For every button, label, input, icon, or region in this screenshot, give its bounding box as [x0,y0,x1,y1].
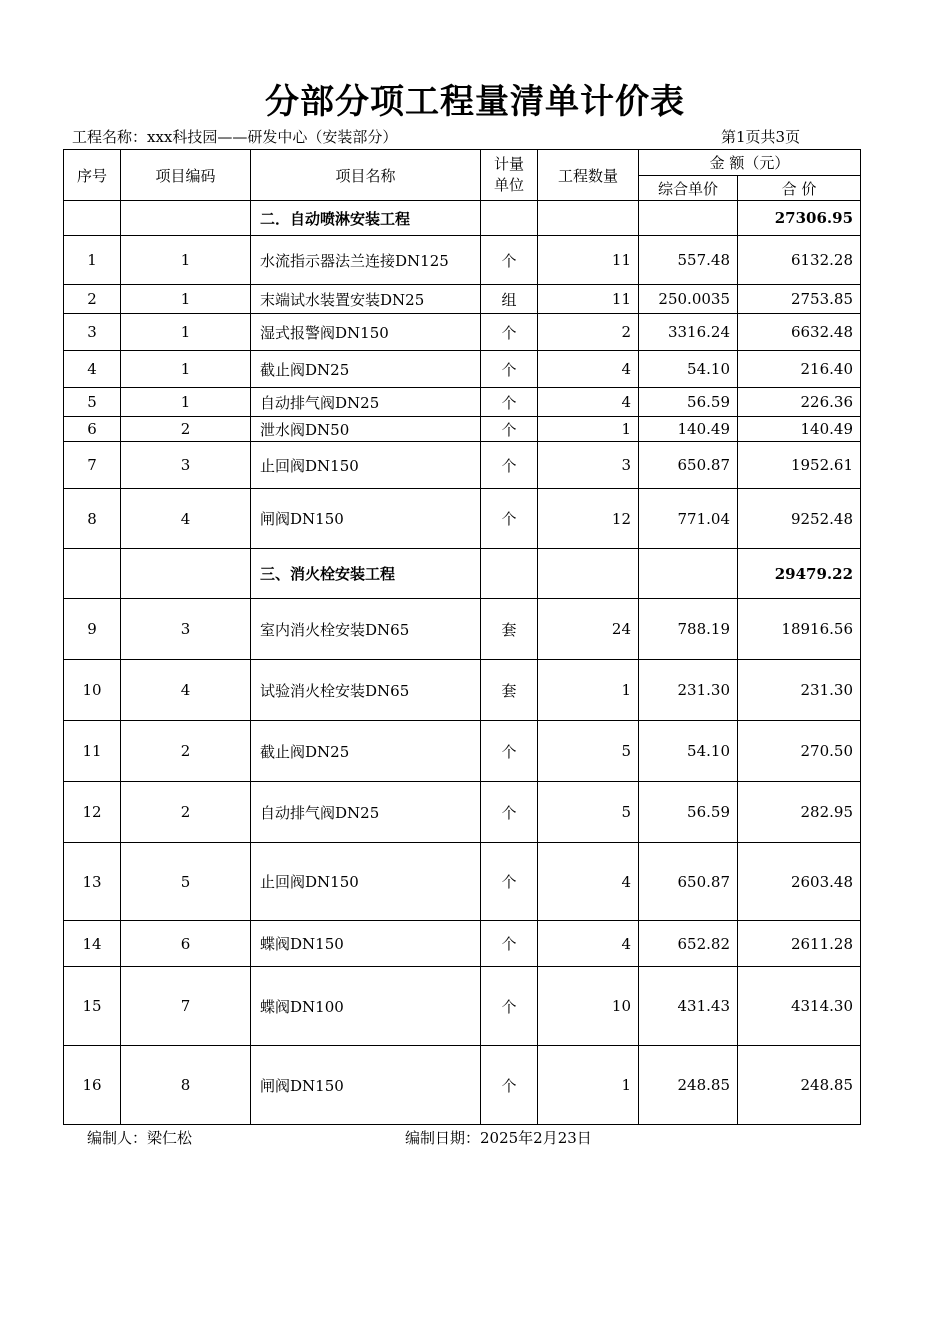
cell-code: 4 [121,489,251,549]
cell-seq: 13 [64,843,121,921]
cell-unit [481,201,538,236]
table-row [64,351,861,388]
cell-code: 1 [121,351,251,388]
cell-total: 4314.30 [738,967,861,1046]
cell-unit [481,549,538,599]
cell-total: 2611.28 [738,921,861,967]
cell-unit: 个 [481,236,538,285]
cell-total: 6632.48 [738,314,861,351]
cell-seq: 15 [64,967,121,1046]
cell-total: 231.30 [738,660,861,721]
cell-qty: 1 [538,417,639,442]
table-row [64,1046,861,1125]
section-total: 29479.22 [738,549,861,599]
cell-code [121,549,251,599]
cell-code: 2 [121,782,251,843]
cell-price: 231.30 [639,660,738,721]
cell-name: 闸阀DN150 [251,1046,481,1125]
cell-seq: 11 [64,721,121,782]
cell-name: 试验消火栓安装DN65 [251,660,481,721]
cell-unit: 个 [481,442,538,489]
cell-seq: 1 [64,236,121,285]
header-row [64,150,861,176]
cell-seq: 2 [64,285,121,314]
cell-name: 截止阀DN25 [251,721,481,782]
cell-name: 截止阀DN25 [251,351,481,388]
cell-seq: 14 [64,921,121,967]
cell-price: 431.43 [639,967,738,1046]
cell-name: 蝶阀DN150 [251,921,481,967]
page-indicator: 第1页共3页 [721,128,801,146]
cell-price [639,201,738,236]
cell-qty: 11 [538,285,639,314]
table-row [64,660,861,721]
page-title: 分部分项工程量清单计价表 [265,82,685,122]
cell-code: 8 [121,1046,251,1125]
cell-qty: 2 [538,314,639,351]
section-title: 二．自动喷淋安装工程 [251,201,481,236]
table-row [64,843,861,921]
cell-name: 自动排气阀DN25 [251,388,481,417]
cell-name: 止回阀DN150 [251,442,481,489]
cell-price: 650.87 [639,442,738,489]
cell-total: 1952.61 [738,442,861,489]
header-unit: 计量单位 [481,150,538,201]
cell-seq [64,549,121,599]
table-row [64,489,861,549]
cell-total: 282.95 [738,782,861,843]
cell-total: 140.49 [738,417,861,442]
cell-code: 1 [121,388,251,417]
cell-code: 2 [121,417,251,442]
section-row [64,201,861,236]
cell-name: 蝶阀DN100 [251,967,481,1046]
cell-unit: 套 [481,660,538,721]
cell-price: 250.0035 [639,285,738,314]
cell-code [121,201,251,236]
cell-qty [538,549,639,599]
cell-unit: 组 [481,285,538,314]
cell-name: 泄水阀DN50 [251,417,481,442]
cell-qty: 10 [538,967,639,1046]
cell-name: 闸阀DN150 [251,489,481,549]
table-row [64,967,861,1046]
cell-total: 9252.48 [738,489,861,549]
cell-total: 18916.56 [738,599,861,660]
cell-unit: 个 [481,314,538,351]
cell-seq: 10 [64,660,121,721]
cell-unit: 个 [481,1046,538,1125]
section-row [64,549,861,599]
cell-qty: 24 [538,599,639,660]
cell-code: 3 [121,442,251,489]
cell-total: 2753.85 [738,285,861,314]
cell-seq: 16 [64,1046,121,1125]
cell-seq [64,201,121,236]
cell-price: 652.82 [639,921,738,967]
prepare-date: 编制日期：2025年2月23日 [405,1129,592,1147]
table-row [64,921,861,967]
cell-seq: 4 [64,351,121,388]
cell-qty: 4 [538,388,639,417]
cell-qty: 1 [538,660,639,721]
cell-code: 7 [121,967,251,1046]
cell-code: 6 [121,921,251,967]
cell-unit: 个 [481,721,538,782]
cell-unit: 个 [481,843,538,921]
header-code: 项目编码 [121,150,251,201]
cell-qty: 12 [538,489,639,549]
cell-seq: 9 [64,599,121,660]
table-row [64,314,861,351]
cell-price: 54.10 [639,721,738,782]
cell-seq: 5 [64,388,121,417]
header-unit-price: 综合单价 [639,176,738,201]
cell-unit: 个 [481,489,538,549]
cell-total: 6132.28 [738,236,861,285]
cell-unit: 个 [481,967,538,1046]
cell-code: 2 [121,721,251,782]
table-row [64,442,861,489]
header-total: 合 价 [738,176,861,201]
cell-price: 650.87 [639,843,738,921]
header-seq: 序号 [64,150,121,201]
cell-seq: 7 [64,442,121,489]
cell-seq: 3 [64,314,121,351]
cell-unit: 个 [481,351,538,388]
cell-code: 1 [121,285,251,314]
project-name: 工程名称：xxx科技园——研发中心（安装部分） [72,128,398,146]
cell-price: 54.10 [639,351,738,388]
table-row [64,236,861,285]
cell-total: 248.85 [738,1046,861,1125]
cell-qty: 4 [538,921,639,967]
cell-code: 1 [121,236,251,285]
cell-unit: 套 [481,599,538,660]
cell-code: 4 [121,660,251,721]
cell-unit: 个 [481,417,538,442]
header-name: 项目名称 [251,150,481,201]
table-row [64,721,861,782]
cell-total: 226.36 [738,388,861,417]
cell-qty: 5 [538,782,639,843]
table-row [64,417,861,442]
cell-code: 1 [121,314,251,351]
cell-qty: 4 [538,843,639,921]
table-row [64,285,861,314]
cell-total: 2603.48 [738,843,861,921]
cell-price: 56.59 [639,388,738,417]
cell-name: 湿式报警阀DN150 [251,314,481,351]
cell-price: 3316.24 [639,314,738,351]
cell-total: 216.40 [738,351,861,388]
cell-price [639,549,738,599]
preparer: 编制人：梁仁松 [87,1129,193,1147]
table-row [64,782,861,843]
cell-price: 771.04 [639,489,738,549]
section-total: 27306.95 [738,201,861,236]
cell-seq: 8 [64,489,121,549]
cell-qty: 5 [538,721,639,782]
cell-unit: 个 [481,921,538,967]
header-amount: 金 额（元） [639,150,861,176]
cell-qty: 4 [538,351,639,388]
cell-seq: 12 [64,782,121,843]
cell-price: 248.85 [639,1046,738,1125]
cell-name: 自动排气阀DN25 [251,782,481,843]
cell-total: 270.50 [738,721,861,782]
table-row [64,599,861,660]
pricing-table [63,149,861,1125]
cell-code: 5 [121,843,251,921]
cell-qty: 11 [538,236,639,285]
cell-name: 水流指示器法兰连接DN125 [251,236,481,285]
cell-price: 557.48 [639,236,738,285]
cell-qty: 3 [538,442,639,489]
cell-seq: 6 [64,417,121,442]
section-title: 三、消火栓安装工程 [251,549,481,599]
cell-name: 室内消火栓安装DN65 [251,599,481,660]
cell-unit: 个 [481,782,538,843]
cell-name: 止回阀DN150 [251,843,481,921]
cell-price: 788.19 [639,599,738,660]
cell-price: 140.49 [639,417,738,442]
cell-price: 56.59 [639,782,738,843]
table-row [64,388,861,417]
cell-unit: 个 [481,388,538,417]
cell-qty [538,201,639,236]
cell-qty: 1 [538,1046,639,1125]
header-qty: 工程数量 [538,150,639,201]
cell-name: 末端试水装置安装DN25 [251,285,481,314]
cell-code: 3 [121,599,251,660]
